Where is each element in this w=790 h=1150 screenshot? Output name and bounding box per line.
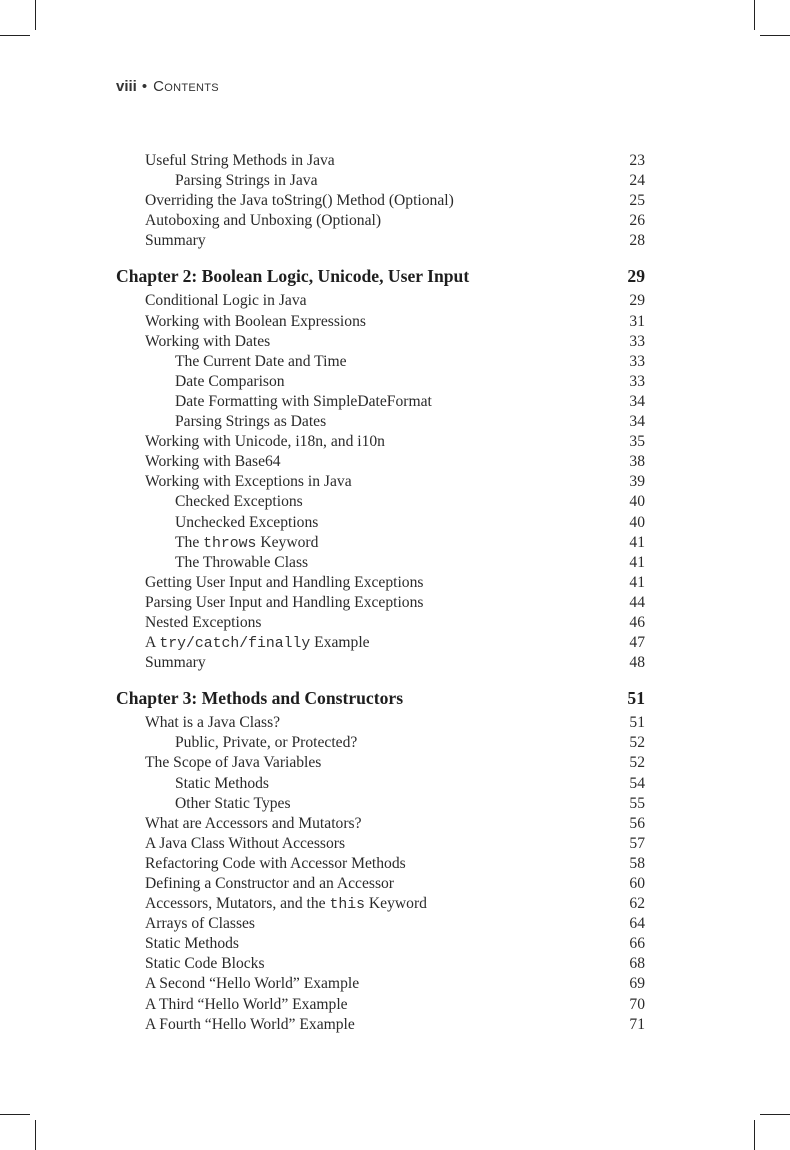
toc-entry[interactable] — [116, 954, 645, 974]
toc-page-number: 33 — [629, 372, 645, 390]
toc-entry[interactable] — [116, 452, 645, 472]
toc-entry-title — [145, 875, 394, 892]
toc-page-number: 26 — [629, 212, 645, 230]
toc-subentry[interactable] — [116, 553, 645, 573]
toc-entry-title — [145, 634, 370, 651]
crop-mark — [0, 1114, 30, 1115]
crop-mark — [0, 35, 30, 36]
toc-page-number: 71 — [629, 1015, 645, 1033]
toc-entry[interactable] — [116, 312, 645, 332]
title-text: A Fourth “Hello World” Example — [145, 1015, 355, 1033]
toc-entry[interactable] — [116, 191, 645, 211]
title-text: A Third “Hello World” Example — [145, 995, 348, 1013]
toc-entry[interactable] — [116, 151, 645, 171]
toc-subentry[interactable] — [116, 412, 645, 432]
toc-entry-title — [145, 815, 362, 832]
title-text: Date Comparison — [175, 372, 285, 390]
toc-page-number: 55 — [629, 794, 645, 812]
chapter-title: Chapter 3: Methods and Constructors — [116, 688, 404, 709]
toc-entry[interactable] — [116, 995, 645, 1015]
toc-entry[interactable] — [116, 573, 645, 593]
toc-subentry[interactable] — [116, 372, 645, 392]
toc-subentry[interactable] — [116, 352, 645, 372]
title-text: Unchecked Exceptions — [175, 513, 319, 531]
toc-page-number: 38 — [629, 453, 645, 471]
toc-page-number: 25 — [629, 192, 645, 210]
toc-page-number: 40 — [629, 493, 645, 511]
toc-entry[interactable] — [116, 834, 645, 854]
toc-entry-title — [175, 734, 357, 751]
toc-entry-title — [145, 453, 281, 470]
toc-entry[interactable] — [116, 231, 645, 251]
title-text: Working with Exceptions in Java — [145, 473, 352, 491]
title-text: Static Code Blocks — [145, 955, 265, 973]
code-term: try/catch/finally — [159, 636, 311, 653]
toc-entry[interactable] — [116, 633, 645, 653]
title-text: Public, Private, or Protected? — [175, 734, 358, 752]
title-text: What are Accessors and Mutators? — [145, 814, 362, 832]
crop-mark — [35, 0, 36, 30]
toc-page-number: 56 — [629, 814, 645, 832]
toc-page-number: 64 — [629, 915, 645, 933]
toc-entry-title — [145, 333, 270, 350]
toc-entry-title — [145, 192, 454, 209]
toc-entry[interactable] — [116, 894, 645, 914]
toc-entry-title — [175, 493, 303, 510]
crop-mark — [760, 1114, 790, 1115]
title-text: Autoboxing and Unboxing (Optional) — [145, 212, 382, 230]
toc-entry-title — [145, 614, 262, 631]
toc-entry-title — [145, 955, 265, 972]
toc-entry-title — [145, 1016, 355, 1033]
title-text: Keyword — [256, 533, 319, 551]
title-text: Static Methods — [145, 935, 239, 953]
toc-subentry[interactable] — [116, 513, 645, 533]
title-text: Other Static Types — [175, 794, 291, 812]
toc-page-number: 24 — [629, 172, 645, 190]
title-text: Static Methods — [175, 774, 269, 792]
toc-entry[interactable] — [116, 472, 645, 492]
title-text: Nested Exceptions — [145, 613, 262, 631]
toc-entry-title — [145, 313, 366, 330]
table-of-contents — [116, 151, 645, 1035]
toc-subentry[interactable] — [116, 392, 645, 412]
title-text: A Second “Hello World” Example — [145, 975, 360, 993]
crop-mark — [760, 35, 790, 36]
title-text: The Scope of Java Variables — [145, 754, 322, 772]
toc-entry-title — [145, 835, 345, 852]
code-term: throws — [203, 535, 257, 552]
toc-subentry[interactable] — [116, 733, 645, 753]
separator-bullet: • — [141, 78, 148, 95]
toc-entry-title — [175, 413, 326, 430]
toc-entry-title — [145, 654, 206, 671]
toc-entry-title — [175, 554, 308, 571]
title-text: A Java Class Without Accessors — [145, 834, 346, 852]
toc-entry-title — [145, 292, 307, 309]
toc-page-number: 69 — [629, 975, 645, 993]
toc-page-number: 68 — [629, 955, 645, 973]
title-text: Working with Dates — [145, 332, 271, 350]
toc-page-number: 34 — [629, 392, 645, 410]
toc-entry-title — [175, 393, 432, 410]
crop-mark — [754, 0, 755, 30]
toc-entry-title — [145, 433, 385, 450]
toc-page-number: 41 — [629, 553, 645, 571]
toc-page-number: 46 — [629, 613, 645, 631]
toc-entry-title — [145, 574, 423, 591]
toc-entry-title — [145, 594, 423, 611]
toc-page-number: 60 — [629, 875, 645, 892]
toc-entry[interactable] — [116, 653, 645, 673]
toc-page-number: 29 — [629, 292, 645, 310]
title-text: Getting User Input and Handling Exceptions — [145, 573, 424, 591]
toc-page-number: 35 — [629, 433, 645, 451]
toc-entry[interactable] — [116, 593, 645, 613]
toc-page-number: 62 — [629, 895, 645, 913]
toc-entry-title — [145, 935, 239, 952]
toc-page-number: 52 — [629, 734, 645, 752]
toc-page-number: 28 — [629, 232, 645, 250]
toc-page-number: 41 — [629, 533, 645, 551]
toc-entry[interactable] — [116, 874, 645, 894]
toc-page-number: 66 — [629, 935, 645, 953]
code-term: this — [329, 897, 366, 914]
chapter-heading[interactable] — [116, 264, 645, 288]
toc-page-number: 51 — [629, 714, 645, 732]
toc-entry[interactable] — [116, 934, 645, 954]
toc-entry-title — [175, 534, 318, 551]
toc-page-number: 41 — [629, 573, 645, 591]
title-text: Working with Boolean Expressions — [145, 312, 366, 330]
toc-entry[interactable] — [116, 814, 645, 834]
title-text: Overriding the Java toString() Method (Optional) — [145, 192, 454, 210]
toc-page-number: 31 — [629, 312, 645, 330]
title-text: A — [145, 634, 160, 652]
title-text: Defining a Constructor and an Accessor — [145, 875, 394, 892]
title-text: Checked Exceptions — [175, 493, 303, 511]
chapter-title: Chapter 2: Boolean Logic, Unicode, User Input — [116, 266, 470, 287]
toc-page-number: 54 — [629, 774, 645, 792]
toc-entry[interactable] — [116, 914, 645, 934]
toc-page-number: 48 — [629, 654, 645, 672]
running-head — [116, 78, 219, 95]
toc-subentry[interactable] — [116, 794, 645, 814]
toc-entry[interactable] — [116, 332, 645, 352]
toc-entry-title — [175, 795, 291, 812]
running-head-title: Contents — [153, 78, 219, 95]
toc-subentry[interactable] — [116, 774, 645, 794]
toc-subentry[interactable] — [116, 171, 645, 191]
toc-page-number: 70 — [629, 995, 645, 1013]
toc-entry[interactable] — [116, 613, 645, 633]
toc-entry-title — [145, 714, 280, 731]
toc-page-number: 40 — [629, 513, 645, 531]
toc-subentry[interactable] — [116, 533, 645, 553]
title-text: What is a Java Class? — [145, 714, 281, 732]
toc-page-number: 39 — [629, 473, 645, 491]
toc-page-number: 34 — [629, 413, 645, 431]
page-folio: viii — [116, 78, 137, 95]
toc-entry[interactable] — [116, 753, 645, 773]
toc-entry-title — [145, 855, 406, 872]
title-text: Useful String Methods in Java — [145, 152, 335, 169]
toc-entry-title — [175, 172, 318, 189]
toc-entry[interactable] — [116, 854, 645, 874]
toc-entry[interactable] — [116, 713, 645, 733]
toc-page-number: 47 — [629, 634, 645, 652]
title-text: The — [175, 533, 204, 551]
title-text: Summary — [145, 654, 206, 672]
crop-mark — [754, 1120, 755, 1150]
title-text: Parsing User Input and Handling Exceptions — [145, 593, 424, 611]
chapter-page-number: 51 — [627, 688, 645, 709]
toc-entry[interactable] — [116, 1015, 645, 1035]
toc-entry-title — [175, 353, 347, 370]
title-text: Accessors, Mutators, and the — [145, 895, 330, 913]
toc-entry-title — [145, 212, 381, 229]
title-text: The Throwable Class — [175, 553, 309, 571]
toc-entry[interactable] — [116, 211, 645, 231]
title-text: Summary — [145, 232, 206, 250]
toc-entry-title — [145, 996, 348, 1013]
toc-entry-title — [145, 895, 427, 912]
title-text: Working with Unicode, i18n, and i10n — [145, 433, 385, 451]
toc-entry-title — [145, 975, 359, 992]
chapter-heading[interactable] — [116, 686, 645, 710]
title-text: Parsing Strings in Java — [175, 172, 318, 190]
toc-entry-title — [145, 915, 255, 932]
title-text: Parsing Strings as Dates — [175, 413, 327, 431]
crop-mark — [35, 1120, 36, 1150]
title-text: Conditional Logic in Java — [145, 292, 307, 310]
toc-entry-title — [145, 473, 352, 490]
toc-page-number: 58 — [629, 854, 645, 872]
chapter-page-number: 29 — [627, 266, 645, 287]
toc-entry-title — [145, 754, 321, 771]
toc-entry-title — [175, 514, 318, 531]
toc-entry[interactable] — [116, 974, 645, 994]
toc-entry-title — [175, 775, 269, 792]
toc-page-number: 33 — [629, 332, 645, 350]
title-text: Refactoring Code with Accessor Methods — [145, 854, 406, 872]
title-text: Working with Base64 — [145, 453, 281, 471]
title-text: The Current Date and Time — [175, 352, 347, 370]
title-text: Keyword — [365, 895, 427, 913]
toc-entry-title — [145, 152, 335, 169]
toc-entry-title — [175, 373, 285, 390]
toc-entry[interactable] — [116, 432, 645, 452]
toc-entry-title — [145, 232, 206, 249]
title-text: Date Formatting with SimpleDateFormat — [175, 392, 432, 410]
title-text: Example — [310, 634, 370, 652]
toc-entry[interactable] — [116, 291, 645, 311]
toc-page-number: 52 — [629, 754, 645, 772]
title-text: Arrays of Classes — [145, 915, 256, 933]
toc-page-number: 23 — [629, 152, 645, 169]
toc-page-number: 33 — [629, 352, 645, 370]
toc-subentry[interactable] — [116, 492, 645, 512]
toc-page-number: 44 — [629, 593, 645, 611]
toc-page-number: 57 — [629, 834, 645, 852]
